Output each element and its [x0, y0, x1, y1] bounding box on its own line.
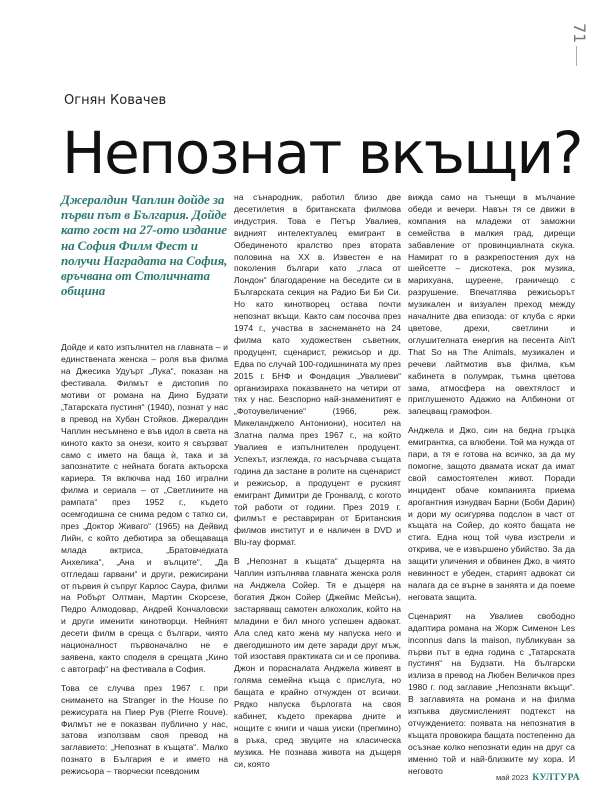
paragraph: В „Непознат в къщата“ дъщерята на Чаплин изпълнява главната женска роля на Анджела Сойер. Тя е дъщеря на богатия Джон Сойер (Джеймс Мейсън), застаряващ самотен алкохолик, който на младини е бил много успешен адвокат. Ала след като жена му напуска него и двегодишното им дете заради друг мъж, той изоставя практиката си и се пропива. Джон и порасналата Анджела живеят в голяма семейна къща с прислуга, но бащата е крайно отчужден от всички. Рядко напуска бърлогата на своя кабинет, където прекарва дните и нощите с книги и чаша уиски (прегмино) в ръка, сред звуците на класическа музика. Не познава живота на дъщеря си, която — [234, 556, 401, 769]
lead-paragraph: Джералдин Чаплин дойде за първи път в България. Дойде като гост на 27-ото издание на София Филм Фест и получи Наградата на София, връчвана от Столичната община — [61, 192, 228, 299]
column-2 — [234, 192, 401, 769]
column-1 — [61, 192, 228, 777]
paragraph: на сънародник, работил близо две десетилетия в британската филмова индустрия. Това е Петър Увалиев, видният интелектуалец емигрант в Обединеното кралство през втората половина на XX в. Известен е на поколения българи като „гласа от Лондон“ благодарение на беседите си в Българската секция на Радио Би Би Си. Но като кинотворец остава почти непознат вкъщи. Както сам посочва през 1974 г., участва в заснемането на 24 филма като художествен съветник, продуцент, сценарист, режисьор и др. Едва по случай 100-годишнината му през 2015 г. БНФ и Фондация „Увалиеви“ организираха показването на четири от тях у нас. Безспорно най-знаменитият е „Фотоувеличение“ (1966, реж. Микеланджело Антониони), носител на Златна палма през 1967 г., на който Увалиев е изпълнителен продуцент. Успехът, изглежда, го насърчава същата година да застане в ролите на сценарист и режисьор, а продуцент е руският емигрант Димитри де Гронвалд, с когото той работи от години. През 2019 г. филмът е реставриран от Британския филмов институт и е наличен в DVD и Blu-ray формат. — [234, 192, 401, 548]
headline: Непознат вкъщи? — [62, 119, 583, 187]
footer-date: май 2023 — [496, 773, 529, 782]
paragraph: Анджела и Джо, син на бедна гръцка емигрантка, са влюбени. Той ма нужда от пари, а тя е готова на всичко, за да му помогне, защото двамата искат да имат свой самостоятелен живот. Поради инцидент обаче компанията приема арогантния изнудвач Барни (Боби Дарин) и дори му осигурява подслон в част от къщата на Сойер, до която бащата не стига. Една нощ той чува изстрели и открива, че е извършено убийство. За да защити уличения и обвинен Джо, в чиято невинност е убеден, старият адвокат си налага да се върне в заняята и да поеме неговата защита. — [408, 425, 575, 602]
page-number-rule — [576, 46, 577, 66]
author-name: Огнян Ковачев — [64, 93, 167, 108]
column-3 — [408, 192, 575, 776]
paragraph: Това се случва през 1967 г. при снимането на Stranger in the House по режисурата на Пиер Рув (Pierre Rouve). Филмът не е показван публично у нас, затова използвам своя превод на заглавието: „Непознат в къщата“. Малко познато в България е и името на режисьора – творчески псевдоним — [61, 682, 228, 777]
footer — [496, 773, 580, 783]
paragraph: Дойде и като изпълнител на главната – и единствената женска – роля във филма на Джесика Удуърт „Лука“, показан на фестивала. Филмът е дистопия по мотиви от романа на Дино Будзати „Татарската пустиня“ (1940), познат у нас в превод на Хубан Стойков. Джералдин Чаплин несъмнено е във идол в света на киното както за онези, които я свързват само с името на баща ѝ, така и за запознатите с нейната богата актьорска кариера. Тя включва над 160 игрални филма и сериала – от „Светлините на рампата“ през 1952 г., където осемгодишна се снима редом с татко си, през „Доктор Живаго“ (1965) на Дейвид Лийн, с който дебютира за обещаваща млада актриса, „Братовчедката Анхелика“, „Ана и вълците“, „Да отгледаш гарвани“ и други, режисирани от първия ѝ съпруг Карлос Саура, филми на Робърт Олтман, Мартин Скорсезе, Педро Алмодовар, Андрей Кончаловски и други именити кинотворци. Нейният десети филм в среща с българи, чиято националност първоначално не е заявена, както споделя в срещата „Кино с автограф“ на фестивала в София. — [61, 342, 228, 674]
paragraph: Сценарият на Увалиев свободно адаптира романа на Жорж Сименон Les inconnus dans la maison, публикуван за първи път в една година с „Татарската пустиня“ на Будзати. На български излиза в превод на Любен Величков през 1980 г. под заглавие „Непознати вкъщи“. В заглавията на романа и на филма изпъква двусмисленият подтекст на отчуждението: появата на непознатия в къщата провокира бащата постепенно да осъзнае колко непознати един на друг са именно той и най-близките му хора. И неговото — [408, 610, 575, 776]
magazine-brand: КУЛТУРА — [532, 773, 581, 783]
page-number: 71 — [570, 23, 589, 44]
paragraph: вижда само на тънещи в мълчание обеди и вечери. Навън тя се движи в компания на младежи от заможни семейства в малкия град, дирещи забавление от провинциалната скука. Намират го в разкрепостения дух на шейсетте – дискотека, рок музика, марихуана, щуреене, граничещо с разрушение. Впечатлява режисьорът музикален и визуален преход между началните два епизода: от клуба с ярки цветове, дрехи, светлини и оглушителната енергия на песента Ain't That So на The Animals, музикален и речеви лайтмотив във филма, към кабинета в полумрак, тъмна цветова зама, атмосфера на овехтялост и приглушеното Адажио на Албинони от запецващ грамофон. — [408, 192, 575, 417]
